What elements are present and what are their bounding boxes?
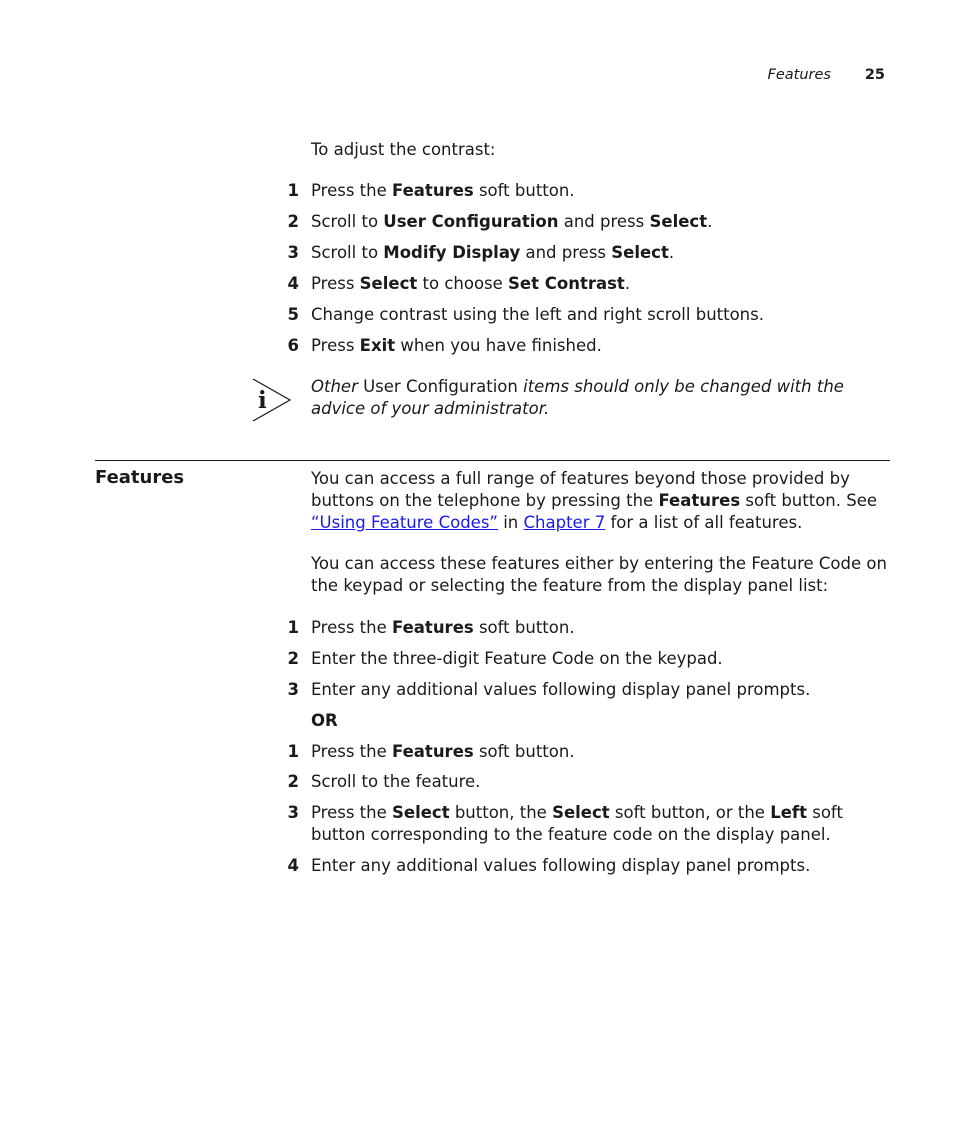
step-number: 2 bbox=[287, 212, 299, 231]
step-text: Enter the three-digit Feature Code on the keypad. bbox=[311, 649, 723, 668]
step-text: Change contrast using the left and right scroll buttons. bbox=[311, 305, 764, 324]
features-paragraph-2: You can access these features either by entering the Feature Code on the keypad or selecting the feature from the display panel list: bbox=[311, 554, 887, 595]
step-number: 1 bbox=[287, 618, 299, 637]
step-number: 3 bbox=[287, 803, 299, 822]
step-text: Enter any additional values following display panel prompts. bbox=[311, 680, 811, 699]
step-text: Scroll to the feature. bbox=[311, 772, 481, 791]
step-text: Press Select to choose Set Contrast. bbox=[311, 274, 631, 293]
link-using-feature-codes[interactable]: “Using Feature Codes” bbox=[311, 513, 498, 532]
step-number: 3 bbox=[287, 243, 299, 262]
section-heading: Features bbox=[95, 467, 185, 488]
step-number: 6 bbox=[287, 336, 299, 355]
features-paragraph-1: You can access a full range of features beyond those provided by buttons on the telephone by pressing the Features soft button. See “Using Feature Codes” in Chapter 7 for a list of all features. bbox=[311, 469, 878, 532]
step-number: 2 bbox=[287, 772, 299, 791]
svg-text:i: i bbox=[258, 387, 267, 414]
step-number: 4 bbox=[287, 856, 299, 875]
step-number: 3 bbox=[287, 680, 299, 699]
step-number: 1 bbox=[287, 181, 299, 200]
link-chapter-7[interactable]: Chapter 7 bbox=[523, 513, 606, 532]
running-header-section: Features bbox=[767, 67, 831, 83]
step-text: Press the Features soft button. bbox=[311, 181, 575, 200]
step-text: Press Exit when you have finished. bbox=[311, 336, 602, 355]
contrast-intro: To adjust the contrast: bbox=[311, 140, 496, 159]
info-note-icon bbox=[250, 377, 294, 423]
step-text: Enter any additional values following display panel prompts. bbox=[311, 856, 811, 875]
step-text: Scroll to User Configuration and press Select. bbox=[311, 212, 713, 231]
step-text: Press the Features soft button. bbox=[311, 742, 575, 761]
step-text: Scroll to Modify Display and press Select. bbox=[311, 243, 675, 262]
or-separator: OR bbox=[311, 711, 338, 730]
page-number: 25 bbox=[864, 67, 885, 83]
section-divider bbox=[95, 460, 890, 461]
step-text: Press the Features soft button. bbox=[311, 618, 575, 637]
step-number: 4 bbox=[287, 274, 299, 293]
step-number: 2 bbox=[287, 649, 299, 668]
admin-note: Other User Configuration items should only be changed with the advice of your administrator. bbox=[311, 377, 844, 418]
step-number: 5 bbox=[287, 305, 299, 324]
step-text: Press the Select button, the Select soft button, or the Left soft button corresponding to the feature code on the display panel. bbox=[311, 803, 843, 844]
step-number: 1 bbox=[287, 742, 299, 761]
